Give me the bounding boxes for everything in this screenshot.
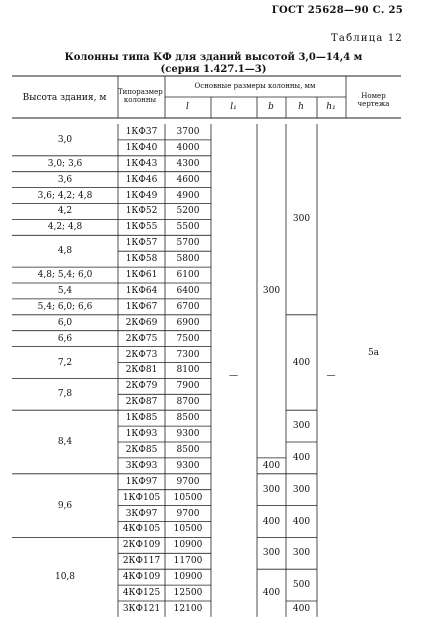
type-cell: 1КФ43: [125, 158, 158, 169]
type-cell: 4КФ105: [122, 524, 161, 535]
type-cell: 1КФ97: [125, 476, 158, 487]
header-height-text: Высота здания, м: [22, 93, 107, 103]
l-cell: 8500: [176, 444, 200, 455]
h-cell: 300: [292, 484, 311, 495]
l-cell: 11700: [173, 556, 203, 567]
h1-dash: —: [326, 371, 336, 381]
l-cell: 4600: [176, 174, 200, 185]
l-cell: 4900: [176, 190, 200, 201]
drawing-number: 5а: [367, 348, 380, 358]
header-type: [118, 88, 162, 104]
h-cell: 400: [292, 452, 311, 463]
type-cell: 1КФ55: [125, 222, 158, 233]
type-cell: 4КФ109: [122, 572, 161, 583]
header-height: [12, 93, 117, 103]
height-cell: 10,8: [54, 572, 76, 583]
l-cell: 7900: [176, 381, 200, 392]
l-cell: 12100: [173, 603, 203, 614]
header-b: b: [268, 102, 274, 112]
height-cell: 4,8: [57, 246, 73, 257]
height-cell: 3,6: [57, 174, 73, 185]
l-cell: 6900: [176, 317, 200, 328]
type-cell: 1КФ93: [125, 429, 158, 440]
type-cell: 1КФ46: [125, 174, 158, 185]
type-cell: 2КФ73: [125, 349, 158, 360]
type-cell: 3КФ93: [125, 460, 158, 471]
h-cell: 300: [292, 214, 311, 225]
height-cell: 5,4; 6,0; 6,6: [37, 301, 93, 312]
type-cell: 1КФ64: [125, 285, 158, 296]
h-cell: 400: [292, 357, 311, 368]
h-cell: 400: [292, 516, 311, 527]
header-h: h: [298, 102, 304, 112]
l1-dash: —: [229, 371, 238, 381]
height-cell: 3,0; 3,6: [47, 158, 83, 169]
header-drawing-text: Номер чертежа: [357, 92, 390, 108]
type-cell: 2КФ117: [122, 556, 161, 567]
height-cell: 6,6: [57, 333, 73, 344]
type-cell: 1КФ105: [122, 492, 161, 503]
h-cell: 400: [292, 603, 311, 614]
b-cell: 300: [262, 548, 281, 559]
l-cell: 10500: [173, 524, 203, 535]
type-cell: 1КФ61: [125, 270, 158, 281]
type-cell: 1КФ49: [125, 190, 158, 201]
type-cell: 2КФ81: [125, 365, 158, 376]
height-cell: 8,4: [57, 437, 73, 447]
height-cell: 3,0: [57, 134, 73, 145]
height-cell: 5,4: [57, 285, 73, 296]
l-cell: 10900: [173, 540, 203, 551]
type-cell: 2КФ79: [125, 381, 158, 392]
height-cell: 9,6: [57, 500, 73, 511]
table-title: Колонны типа КФ для зданий высотой 3,0—14,4 м: [64, 52, 363, 63]
type-cell: 2КФ109: [122, 540, 161, 551]
b-cell: 400: [262, 516, 281, 527]
l-cell: 10900: [173, 572, 203, 583]
type-cell: 4КФ125: [122, 588, 161, 599]
header-l1: l₁: [230, 102, 237, 112]
type-cell: 1КФ52: [125, 206, 158, 217]
l-cell: 6100: [176, 270, 200, 281]
header-h1: h₁: [326, 102, 336, 112]
l-cell: 12500: [173, 588, 203, 599]
type-cell: 3КФ97: [125, 508, 158, 519]
type-cell: 2КФ75: [125, 333, 158, 344]
l-cell: 8500: [176, 413, 200, 424]
height-cell: 3,6; 4,2; 4,8: [37, 190, 93, 201]
type-cell: 1КФ40: [125, 142, 158, 153]
header-drawing: [346, 92, 401, 108]
l-cell: 5200: [176, 206, 200, 217]
header-type-text: Типоразмер колонны: [118, 88, 163, 104]
l-cell: 7500: [176, 333, 200, 344]
type-cell: 1КФ85: [125, 413, 158, 424]
l-cell: 8700: [176, 397, 200, 408]
height-cell: 4,2: [57, 206, 73, 217]
l-cell: 9700: [176, 476, 200, 487]
h-cell: 500: [292, 580, 311, 591]
height-cell: 7,2: [57, 357, 73, 368]
type-cell: 3КФ121: [122, 603, 161, 614]
l-cell: 3700: [176, 126, 200, 137]
height-cell: 4,8; 5,4; 6,0: [37, 270, 93, 281]
height-cell: 6,0: [57, 317, 73, 328]
type-cell: 1КФ58: [125, 254, 158, 265]
height-cell: 7,8: [57, 389, 73, 400]
h-cell: 300: [292, 548, 311, 559]
header-group-text: Основные размеры колонны, мм: [194, 82, 316, 90]
type-cell: 1КФ67: [125, 301, 158, 312]
type-cell: 2КФ85: [125, 444, 158, 455]
l-cell: 4000: [176, 142, 200, 153]
l-cell: 7300: [176, 349, 200, 360]
l-cell: 8100: [176, 365, 200, 376]
table-number: Таблица 12: [331, 33, 403, 44]
l-cell: 5700: [176, 238, 200, 249]
b-cell: 300: [262, 285, 281, 296]
b-cell: 400: [262, 588, 281, 599]
table-subtitle: (серия 1.427.1—3): [160, 64, 267, 75]
l-cell: 5800: [176, 254, 200, 265]
l-cell: 4300: [176, 158, 200, 169]
type-cell: 2КФ87: [125, 397, 158, 408]
header-group: [165, 82, 345, 90]
type-cell: 2КФ69: [125, 317, 158, 328]
b-cell: 400: [262, 460, 281, 471]
l-cell: 6700: [176, 301, 200, 312]
l-cell: 10500: [173, 492, 203, 503]
b-cell: 300: [262, 484, 281, 495]
document-header: ГОСТ 25628—90 С. 25: [271, 5, 403, 16]
header-l: l: [186, 102, 189, 112]
l-cell: 5500: [176, 222, 200, 233]
type-cell: 1КФ37: [125, 126, 158, 137]
l-cell: 6400: [176, 285, 200, 296]
h-cell: 300: [292, 421, 311, 432]
type-cell: 1КФ57: [125, 238, 158, 249]
l-cell: 9700: [176, 508, 200, 519]
l-cell: 9300: [176, 429, 200, 440]
height-cell: 4,2; 4,8: [47, 222, 83, 233]
l-cell: 9300: [176, 460, 200, 471]
